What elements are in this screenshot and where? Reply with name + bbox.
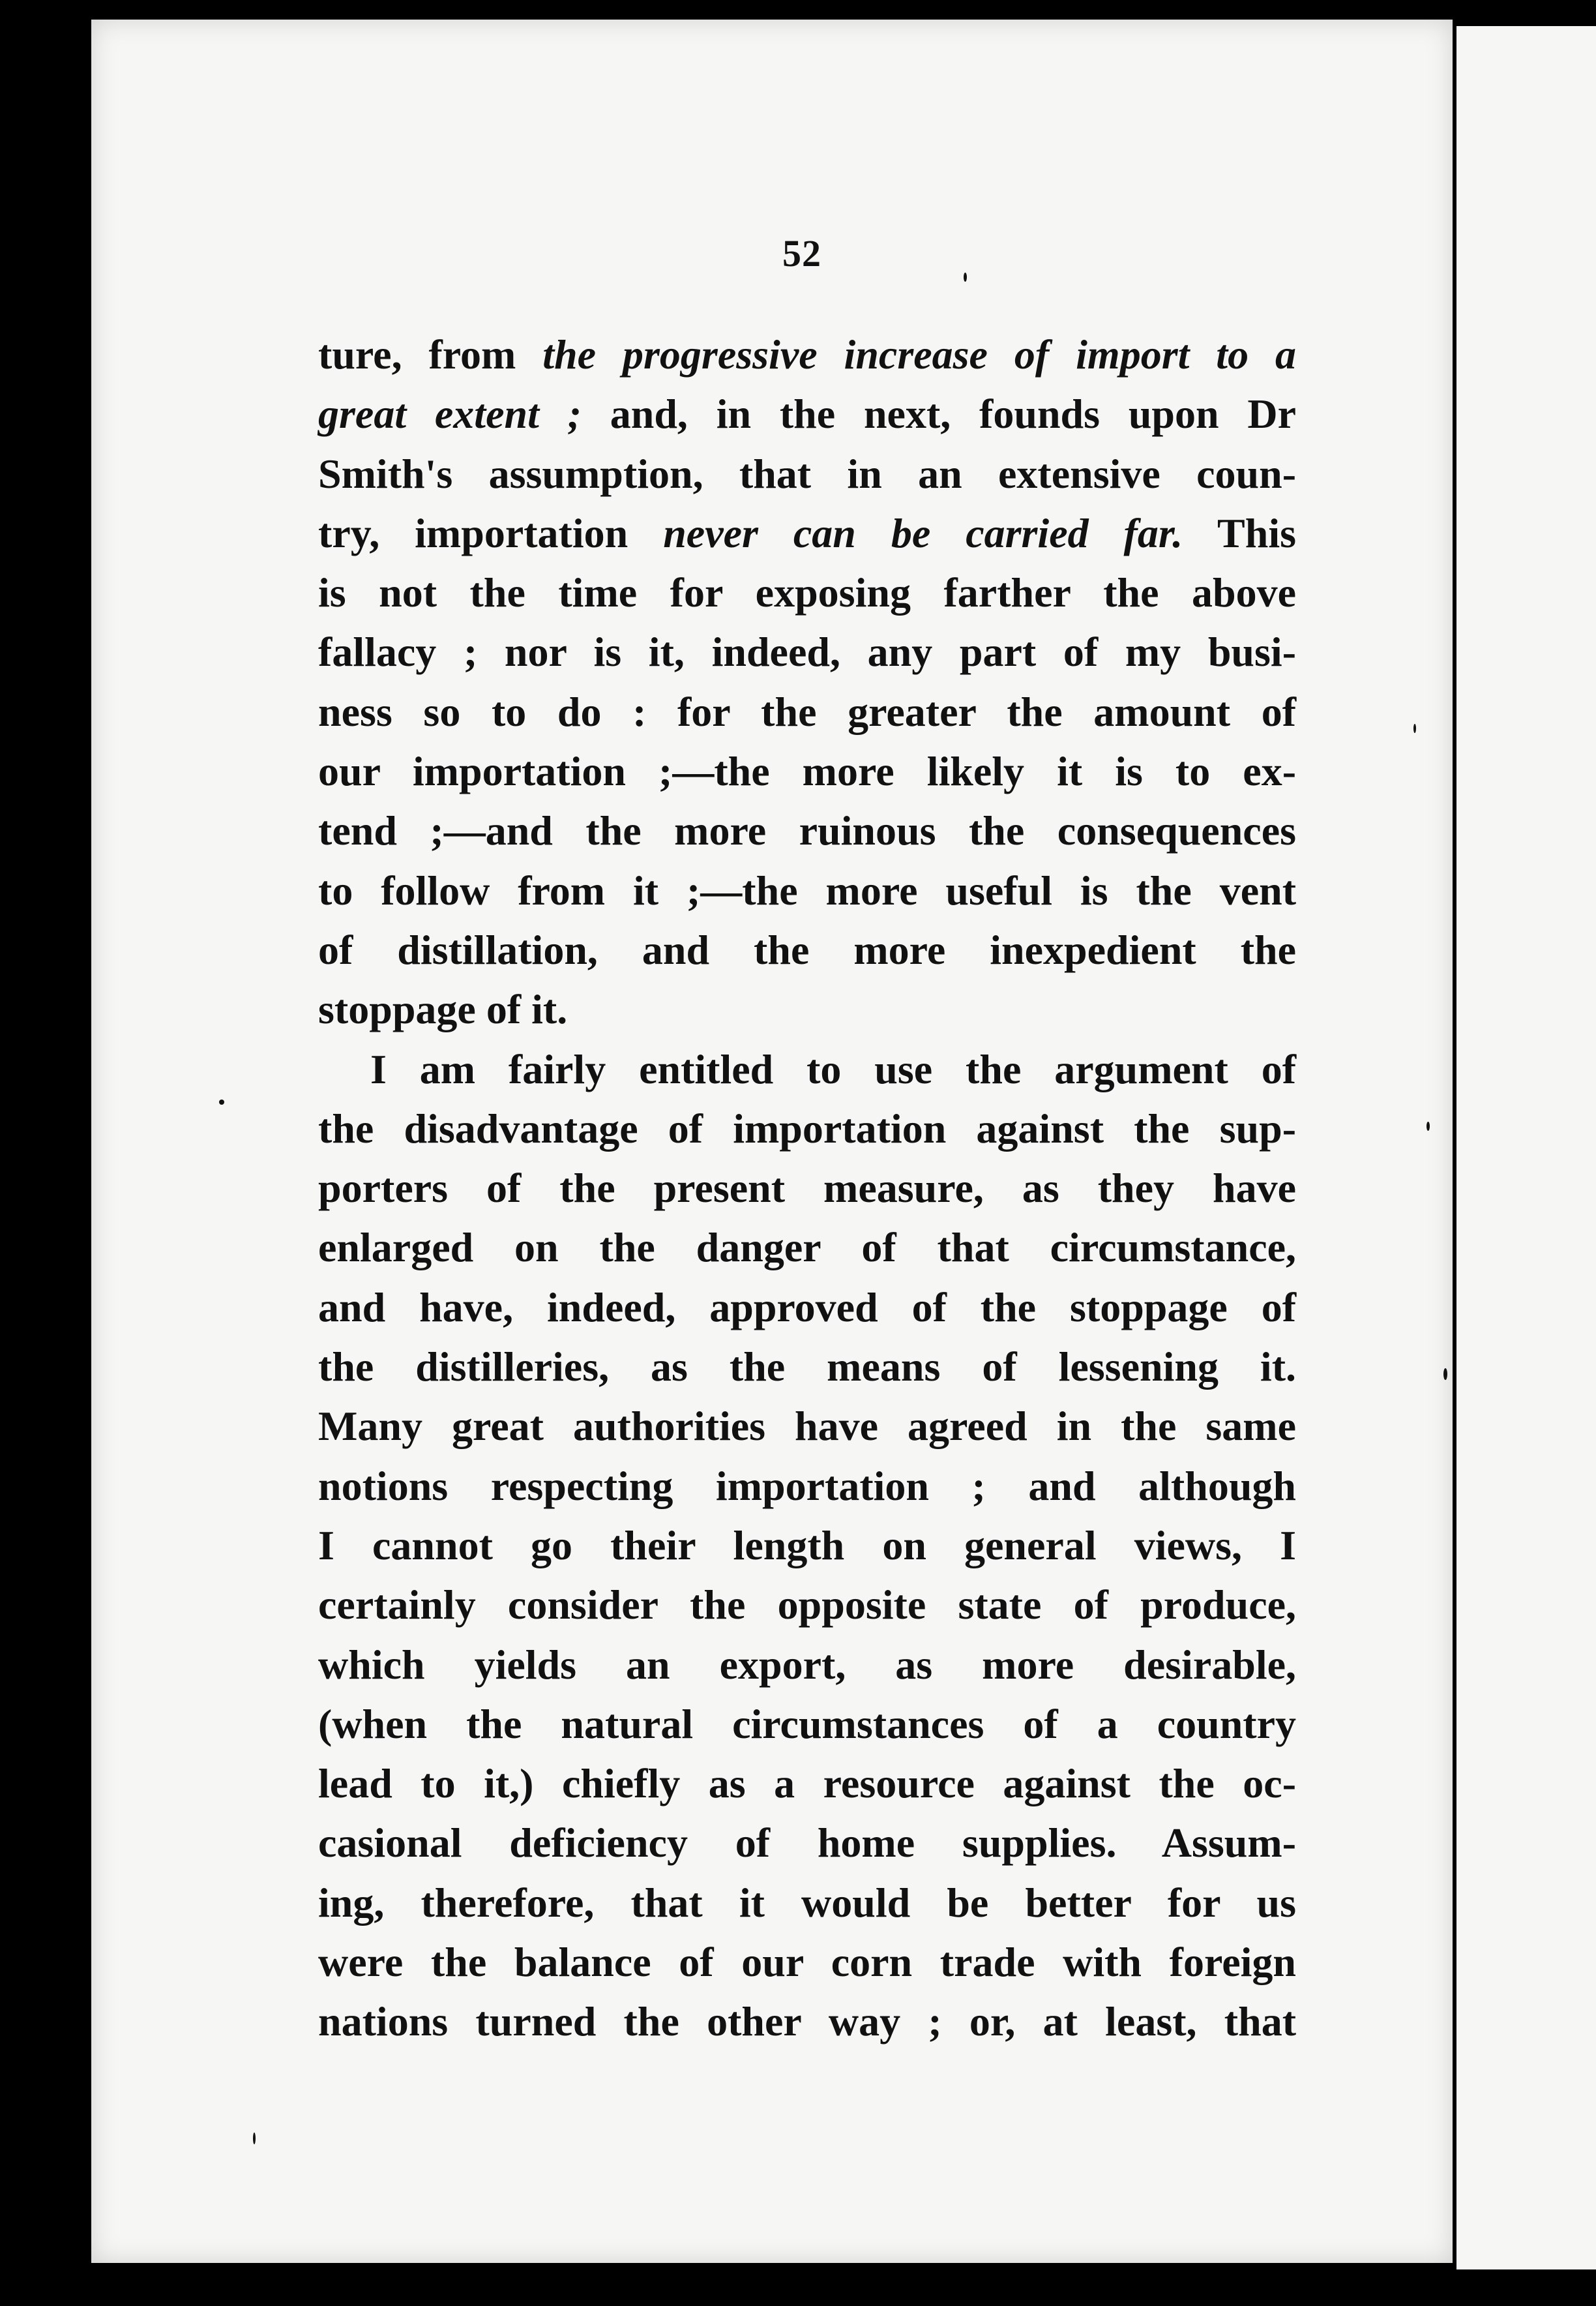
scan-speck (1413, 724, 1416, 733)
text-run: enlarged on the danger of that circumstance, (318, 1224, 1296, 1271)
text-run: porters of the present measure, as they have (318, 1165, 1296, 1212)
text-line (318, 563, 1296, 622)
text-line (318, 1575, 1296, 1634)
text-run: tend ;—and the more ruinous the consequences (318, 807, 1296, 854)
text-run: is not the time for exposing farther the above (318, 569, 1296, 616)
text-line (318, 1396, 1296, 1456)
text-run: nations turned the other way ; or, at least, that (318, 1998, 1296, 2045)
text-run: to follow from it ;—the more useful is the vent (318, 867, 1296, 914)
text-run: ture, from (318, 331, 543, 378)
text-run: notions respecting importation ; and although (318, 1462, 1296, 1509)
text-run: I cannot go their length on general views, I (318, 1521, 1296, 1568)
text-run: Many great authorities have agreed in the same (318, 1403, 1296, 1450)
text-line (318, 1754, 1296, 1813)
text-line (318, 444, 1296, 503)
text-run: lead to it,) chiefly as a resource against the oc- (318, 1760, 1296, 1807)
text-line (318, 682, 1296, 741)
text-run: casional deficiency of home supplies. Assum- (318, 1819, 1296, 1866)
text-run: ing, therefore, that it would be better for us (318, 1879, 1296, 1926)
page-number: 52 (782, 232, 821, 275)
scan-speck (964, 273, 967, 282)
text-line (318, 1813, 1296, 1872)
text-run: This (1183, 509, 1297, 556)
text-line (318, 622, 1296, 681)
text-run: which yields an export, as more desirable, (318, 1641, 1296, 1688)
text-line (318, 1694, 1296, 1754)
text-line (318, 1992, 1296, 2051)
facing-page-edge (1456, 26, 1596, 2269)
text-line (318, 1456, 1296, 1516)
text-run: our importation ;—the more likely it is to ex- (318, 748, 1296, 795)
text-run: I am fairly entitled to use the argument of (370, 1045, 1296, 1092)
text-line (318, 1635, 1296, 1694)
text-line (318, 1099, 1296, 1158)
text-run: fallacy ; nor is it, indeed, any part of my busi- (318, 629, 1296, 676)
text-line (318, 801, 1296, 860)
text-line (318, 861, 1296, 920)
text-line (318, 1158, 1296, 1218)
text-run: the distilleries, as the means of lessening it. (318, 1343, 1296, 1390)
text-run: ness so to do : for the greater the amount of (318, 688, 1296, 735)
text-line (318, 325, 1296, 384)
body-text (318, 325, 1296, 2052)
text-run: and, in the next, founds upon Dr (581, 391, 1296, 438)
text-line (318, 920, 1296, 980)
text-run: stoppage of it. (318, 986, 568, 1033)
scan-speck (1426, 1122, 1430, 1131)
text-run: and have, indeed, approved of the stoppage of (318, 1283, 1296, 1330)
text-line (318, 384, 1296, 443)
text-run: Smith's assumption, that in an extensive coun- (318, 450, 1296, 497)
italic-text-run: never can be carried far. (663, 509, 1183, 556)
italic-text-run: the progressive increase of import to a (542, 331, 1297, 378)
text-line (318, 1932, 1296, 1992)
text-run: try, importation (318, 509, 664, 556)
text-run: certainly consider the opposite state of produce, (318, 1581, 1296, 1628)
text-line (318, 1516, 1296, 1575)
scan-speck (253, 2133, 256, 2144)
text-run: the disadvantage of importation against the sup- (318, 1105, 1296, 1152)
text-line (318, 741, 1296, 801)
text-line (318, 1040, 1296, 1099)
text-line (318, 503, 1296, 563)
italic-text-run: great extent ; (318, 391, 582, 438)
text-run: were the balance of our corn trade with foreign (318, 1939, 1296, 1986)
text-line (318, 1218, 1296, 1277)
scan-speck (1443, 1368, 1447, 1380)
text-line (318, 1873, 1296, 1932)
text-line (318, 1337, 1296, 1396)
text-line (318, 1278, 1296, 1337)
text-run: (when the natural circumstances of a country (318, 1700, 1296, 1747)
text-run: of distillation, and the more inexpedient the (318, 926, 1296, 973)
text-line (318, 980, 1296, 1039)
scan-speck (219, 1100, 224, 1105)
